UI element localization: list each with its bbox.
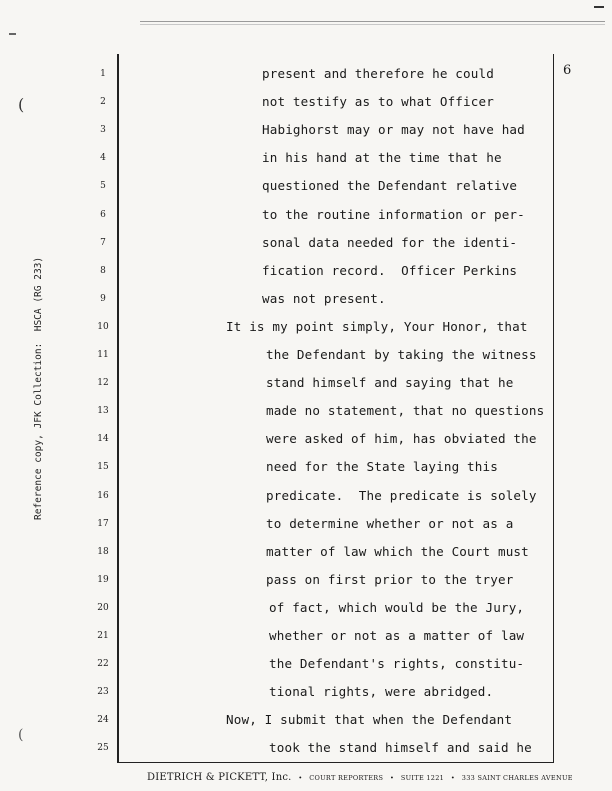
line-number: 11 — [97, 350, 109, 360]
footer-suite: SUITE 1221 — [400, 774, 445, 782]
transcript-line: whether or not as a matter of law — [269, 628, 525, 643]
transcript-line: questioned the Defendant relative — [262, 178, 518, 194]
line-number: 15 — [97, 462, 109, 473]
header-rule-secondary — [140, 24, 605, 25]
transcript-line: not testify as to what Officer — [262, 94, 494, 110]
line-number: 2 — [100, 97, 106, 108]
transcript-line: tional rights, were abridged. — [269, 684, 494, 700]
transcript-line: It is my point simply, Your Honor, that — [226, 318, 528, 334]
footer-bullet: • — [298, 774, 303, 782]
line-number: 4 — [100, 153, 106, 164]
transcript-line: present and therefore he could — [262, 66, 494, 81]
transcript-line: pass on first prior to the tryer — [266, 571, 514, 587]
line-number: 20 — [97, 602, 109, 613]
line-number: 25 — [97, 743, 109, 754]
footer-bullet: • — [450, 774, 455, 782]
transcript-line: the Defendant by taking the witness — [266, 347, 537, 362]
binding-mark-top: ( — [18, 95, 25, 114]
line-number: 22 — [97, 659, 109, 670]
line-number: 21 — [97, 631, 109, 641]
transcript-line: need for the State laying this — [266, 459, 498, 475]
header-rule — [140, 21, 605, 22]
transcript-line: made no statement, that no questions — [266, 403, 545, 419]
binding-mark-bottom: ( — [18, 727, 24, 743]
transcript-line: were asked of him, has obviated the — [266, 431, 537, 447]
transcript-line: predicate. The predicate is solely — [266, 487, 537, 503]
page-number: 6 — [563, 63, 572, 78]
line-number: 6 — [100, 209, 106, 220]
line-number: 16 — [97, 490, 109, 501]
corner-scan-mark — [594, 6, 604, 8]
line-number: 23 — [97, 687, 109, 698]
transcript-line: of fact, which would be the Jury, — [269, 599, 525, 615]
transcript-line: matter of law which the Court must — [266, 543, 529, 559]
transcript-line: Habighorst may or may not have had — [262, 122, 525, 138]
transcript-line: Now, I submit that when the Defendant — [226, 712, 513, 728]
footer-bullet: • — [390, 774, 395, 782]
line-number: 5 — [100, 181, 106, 192]
transcript-line: took the stand himself and said he — [269, 740, 532, 756]
line-number: 13 — [97, 406, 109, 417]
transcript-line: stand himself and saying that he — [266, 375, 514, 391]
transcript-line: was not present. — [262, 290, 386, 306]
footer-firm: DIETRICH & PICKETT, Inc. — [147, 772, 292, 783]
line-number: 10 — [97, 321, 109, 332]
line-number: 19 — [97, 574, 109, 585]
line-number: 9 — [100, 293, 106, 304]
reference-copy-label: Reference copy, JFK Collection: HSCA (RG 233) — [33, 256, 44, 520]
line-number: 8 — [100, 265, 106, 276]
line-number: 17 — [97, 518, 109, 529]
transcript-line: to the routine information or per- — [262, 206, 525, 222]
line-number: 12 — [97, 378, 109, 389]
footer — [147, 772, 573, 783]
transcript-line: fication record. Officer Perkins — [262, 262, 518, 278]
transcript-line: in his hand at the time that he — [262, 150, 502, 166]
transcript-line: sonal data needed for the identi- — [262, 234, 518, 250]
transcript-line: to determine whether or not as a — [266, 515, 514, 531]
footer-address: 333 SAINT CHARLES AVENUE — [461, 774, 573, 782]
line-number: 7 — [100, 237, 106, 248]
line-number: 24 — [97, 715, 109, 726]
transcript-line: the Defendant's rights, constitu- — [269, 656, 525, 672]
line-number: 3 — [100, 125, 106, 136]
line-number: 18 — [97, 546, 109, 557]
line-number: 1 — [100, 69, 106, 79]
footer-role: COURT REPORTERS — [309, 774, 384, 782]
line-number: 14 — [97, 434, 109, 445]
margin-scan-mark — [9, 33, 16, 35]
